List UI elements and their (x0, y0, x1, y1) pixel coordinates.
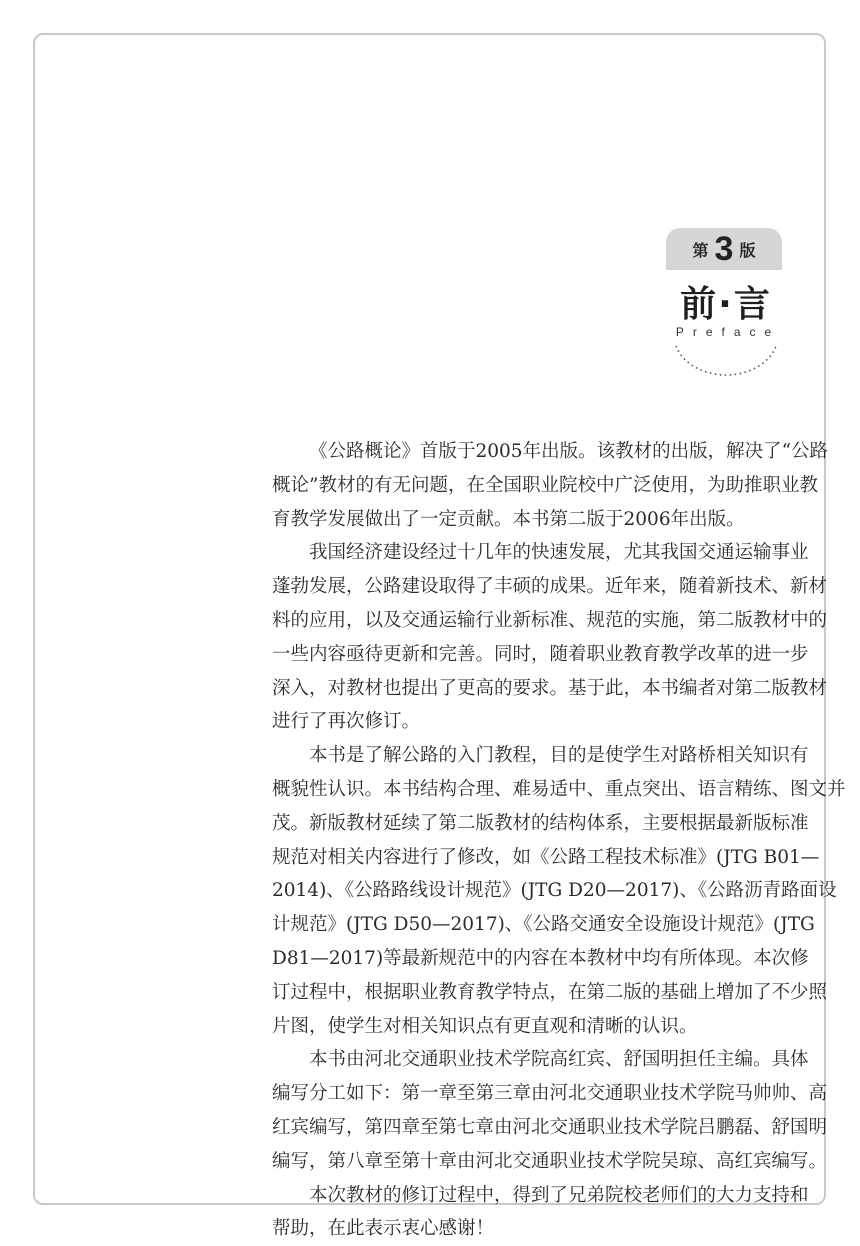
text-line: 本书由河北交通职业技术学院高红宾、舒国明担任主编。具体 (309, 1049, 809, 1071)
text-line: 规范对相关内容进行了修改，如《公路工程技术标准》(JTG B01— (272, 846, 820, 868)
text-line: 深入，对教材也提出了更高的要求。基于此，本书编者对第二版教材 (272, 677, 828, 699)
text-line: 茂。新版教材延续了第二版教材的结构体系，主要根据最新版标准 (272, 812, 809, 834)
text-line: 编写，第八章至第十章由河北交通职业技术学院吴琼、高红宾编写。 (272, 1150, 828, 1172)
text-line: D81—2017)等最新规范中的内容在本教材中均有所体现。本次修 (272, 947, 809, 969)
text-line: 我国经济建设经过十几年的快速发展，尤其我国交通运输事业 (309, 542, 809, 564)
text-line: 进行了再次修订。 (272, 711, 421, 733)
text-line: 《公路概论》首版于2005年出版。该教材的出版，解决了“公路 (309, 441, 829, 462)
edition-tab (666, 228, 782, 270)
text-line: 2014)、《公路路线设计规范》(JTG D20—2017)、《公路沥青路面设 (272, 880, 837, 902)
paragraph (272, 536, 828, 739)
text-line: 蓬勃发展，公路建设取得了丰硕的成果。近年来，随着新技术、新材 (272, 576, 828, 598)
page-subtitle: Preface (675, 325, 781, 339)
paragraph (272, 435, 829, 536)
paragraph (272, 1179, 809, 1246)
text-line: 本书是了解公路的入门教程，目的是使学生对路桥相关知识有 (309, 745, 809, 767)
text-line: 编写分工如下：第一章至第三章由河北交通职业技术学院马帅帅、高 (272, 1083, 828, 1105)
edition-suffix: 版 (739, 240, 756, 260)
edition-prefix: 第 (692, 240, 709, 260)
edition-number: 3 (714, 229, 734, 268)
page-title: 前·言 (680, 284, 772, 325)
text-line: 红宾编写，第四章至第七章由河北交通职业技术学院吕鹏磊、舒国明 (272, 1116, 828, 1138)
text-line: 概论”教材的有无问题，在全国职业院校中广泛使用，为助推职业教 (272, 474, 818, 496)
preface-body (272, 435, 846, 1246)
text-line: 片图，使学生对相关知识点有更直观和清晰的认识。 (272, 1015, 698, 1037)
text-line: 本次教材的修订过程中，得到了兄弟院校老师们的大力支持和 (309, 1184, 809, 1206)
text-line: 帮助，在此表示衷心感谢！ (272, 1218, 495, 1240)
paragraph (272, 1043, 828, 1178)
text-line: 概貌性认识。本书结构合理、难易适中、重点突出、语言精练、图文并 (272, 778, 846, 800)
text-line: 订过程中，根据职业教育教学特点，在第二版的基础上增加了不少照 (272, 981, 828, 1003)
text-line: 一些内容亟待更新和完善。同时，随着职业教育教学改革的进一步 (272, 643, 809, 665)
text-line: 料的应用，以及交通运输行业新标准、规范的实施，第二版教材中的 (272, 609, 828, 631)
text-line: 计规范》(JTG D50—2017)、《公路交通安全设施设计规范》(JTG (272, 914, 815, 936)
paragraph (272, 739, 846, 1043)
dotted-arc-decoration (672, 340, 782, 386)
text-line: 育教学发展做出了一定贡献。本书第二版于2006年出版。 (272, 508, 745, 530)
